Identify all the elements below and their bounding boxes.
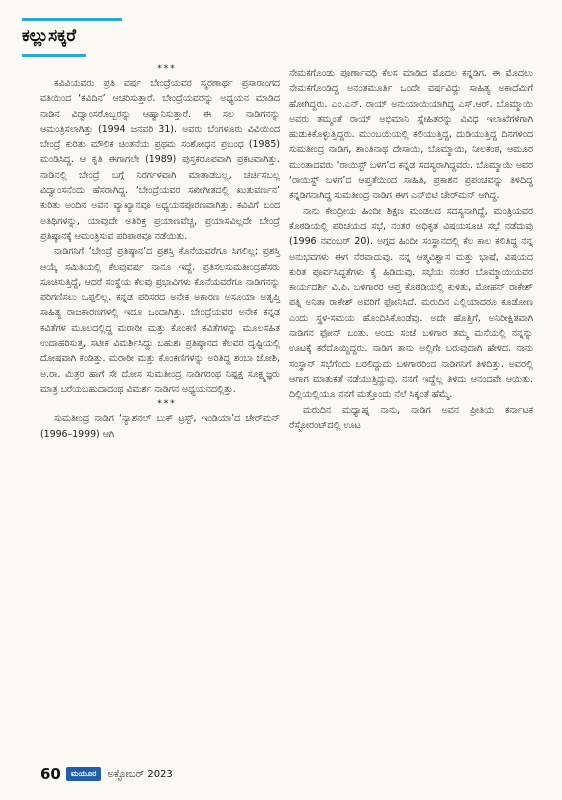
section-break-bottom: ***	[157, 399, 177, 410]
paragraph: ಸುಮತೀಂದ್ರ ನಾಡಿಗ ‘ನ್ಯಾಶನಲ್ ಬುಕ್ ಟ್ರಸ್ಟ್, ಇಂಡಿಯಾ’ದ ಚೇರ್‌ಮನ್ (1996–1999) ಆಗಿ	[40, 413, 280, 440]
paragraph: ಕವಿವಿಯವರು ಪ್ರತಿ ವರ್ಷ ಬೇಂದ್ರೆಯವರ ಸ್ಮರಣಾರ್ಥ ಪ್ರಸಾರಾಂಗದ ವತಿಯಿಂದ ‘ಕವಿದಿನ’ ಆಚರಿಸುತ್ತಾರೆ. ಬೇಂದ್ರೆಯವರನ್ನು ಅಧ್ಯಯನ ಮಾಡಿದ ನಾಡಿನ ವಿದ್ವಾಂಸರೊಬ್ಬರನ್ನು ಆಹ್ವಾನಿಸುತ್ತಾರೆ. ಈ ಸಲ ನಾಡಿಗನನ್ನು ಆಮಂತ್ರಿಸಲಾಗಿತ್ತು (1994 ಜನವರಿ 31). ಅವರು ಬೆಂಗಳೂರು ವಿವಿಯಿಂದ ಬೇಂದ್ರೆ ಕುರಿತು ಮೌಲಿಕ ಚಿಂತನೆಯ ಪ್ರಥಮ ಸಂಶೋಧನ ಪ್ರಬಂಧ (1985) ಮಂಡಿಸಿದ್ದ. ಆ ಕೃತಿ ಈಗಾಗಲೇ (1989) ಪುಸ್ತಕರೂಪವಾಗಿ ಪ್ರಕಟವಾಗಿತ್ತು. ನಾಡಿನಲ್ಲಿ ಬೇಂದ್ರೆ ಬಗ್ಗೆ ನಿರರ್ಗಳವಾಗಿ ಮಾತಾಡಬಲ್ಲ, ಚರ್ಚಿಸಬಲ್ಲ ವಿದ್ವಾಂಸನೆಂದು ಹೆಸರಾಗಿದ್ದ. ‘ಬೇಂದ್ರೆಯವರ ಸಖೀಗೀತದಲ್ಲಿ ಖುತುವರ್ಣನ’ ಕುರಿತು ಅಂದಿನ ಅವನ ವ್ಯಾಖ್ಯಾನವೂ ಅಧ್ಯಯನಪೂರಣವಾಗಿತ್ತು. ಕವಿವಿಗೆ ಬಂದ ಅತಿಥಿಗಳನ್ನು, ಯಾವುದೇ ಅತಿರಿಕ್ತ ಪ್ರಯಾಣವೆಚ್ಚ, ಪ್ರಯಾಸವಿಲ್ಲದೇ ಬೇಂದ್ರೆ ಪ್ರತಿಷ್ಠಾನಕ್ಕೆ ಆಮಂತ್ರಿಸುವ ಪರಿಪಾಠವೂ ನಡೆಯಿತು.	[40, 78, 280, 242]
section-title: ಕಲ್ಲುಸಕ್ಕರೆ	[22, 26, 77, 46]
page-footer	[40, 762, 173, 786]
section-header	[22, 14, 182, 58]
paragraph: ಮರುದಿನ ಮಧ್ಯಾಹ್ನ ನಾನು, ನಾಡಿಗ ಅವನ ಪ್ರೀತಿಯ ಕರ್ನಾಟಕ ರೆಸ್ಟೋರಂಟ್‌ದಲ್ಲಿ ಊಟ	[289, 404, 533, 431]
left-column	[40, 62, 280, 442]
paragraph: ನೇಮಕಗೊಂಡು ಪೂರ್ಣಾವಧಿ ಕೆಲಸ ಮಾಡಿದ ಮೊದಲ ಕನ್ನಡಿಗ. ಈ ಮೊದಲು ನೇಮಕಗೊಂಡಿದ್ದ ಅನಂತಮೂರ್ತಿ ಒಂದೇ ವರ್ಷವಿದ್ದು ಸಾಹಿತ್ಯ ಅಕಾದೆಮಿಗೆ ಹೋಗಿದ್ದರು. ಎಂ.ಎನ್. ರಾಯ್ ಅನುಯಾಯಿಯಾಗಿದ್ದ ಎಸ್.ಆರ್. ಬೊಮ್ಮಾಯಿ ಅವರು ತಮ್ಮಂತೆ ರಾಯ್ ಅಭಿಮಾನಿ ಸ್ನೇಹಿತರನ್ನು ವಿವಿಧ ಇಲಾಖೆಗಳಿಗಾಗಿ ಹುಡುಕಿಕೊಳ್ಳುತ್ತಿದ್ದರು. ಮುಂಬಯಿಯಲ್ಲಿ ಕಲಿಯುತ್ತಿದ್ದ, ದುಡಿಯುತ್ತಿದ್ದ ದಿನಗಳಿಂದ ಸುಮತೀಂದ್ರ ನಾಡಿಗ, ಶಾಂತಿನಾಥ ದೇಸಾಯಿ, ಬೊಮ್ಮಾಯಿ, ನೀಲಕಂಠ, ಆಮೂರ ಮುಂತಾದವರು ‘ರಾಯಿಸ್ಟ್ ಬಳಗ’ದ ಕನ್ನಡ ಸದಸ್ಯರಾಗಿದ್ದವರು. ಬೊಮ್ಮಾಯಿ ಅವರ ‘ರಾಯಿಸ್ಟ್ ಬಳಗ’ದ ಆಪ್ತತೆಯಿಂದ ಸಾಹಿತಿ, ಪ್ರಕಾಶನ ಪ್ರಪಂಚವನ್ನು ತಿಳಿದಿದ್ದ ಕನ್ನಡಿಗನಾಗಿದ್ದ ಸುಮತೀಂದ್ರ ನಾಡಿಗ ಈಗ ಎನ್‌ಬಿಟಿ ಚೇರ್‌ಮನ್ ಆಗಿದ್ದ.	[289, 68, 533, 202]
section-break-top: ***	[157, 64, 177, 74]
header-rule-bottom	[22, 54, 86, 57]
page-number: 60	[40, 765, 61, 783]
right-column	[289, 66, 533, 433]
paragraph: ನಾನು ಕೇಂದ್ರೀಯ ಹಿಂದೀ ಶಿಕ್ಷಣ ಮಂಡಲದ ಸದಸ್ಯನಾಗಿದ್ದೆ, ಮಂತ್ರಿಯವರ ಕೊಠಡಿಯಲ್ಲಿ ಪರಿಚಯದ ಸಭೆ, ನಂತರ ಅಧಿಕೃತ ವಿಷಯಸೂಚಿ ಸಭೆ ನಡೆದುವು (1996 ನವಂಬರ್ 20). ಅಗ್ಗದ ಹಿಂದೀ ಸಂಸ್ಥಾನದಲ್ಲಿ ಕೆಲ ಕಾಲ ಕಲಿತಿದ್ದ ನನ್ನ ಅನುಭವಗಳು ಈಗ ನೆರವಾದುವು. ನನ್ನ ಆತ್ಮವಿಶ್ವಾಸ ಮತ್ತು ಭಾಷೆ, ವಿಷಯದ ಕುರಿತ ಪೂರ್ವಸಿದ್ಧತೆಗಳು ಕೈ ಹಿಡಿದುವು. ಸಭೆಯ ನಂತರ ಬೊಮ್ಮಾಯಿಯವರ ಕಾರ್ಯದರ್ಶಿ ವಿ.ಪಿ. ಬಳಿಗಾರರ ಆಪ್ತ ಕೊಠಡಿಯಲ್ಲಿ ಕುಳಿತು, ಮೋಹನ್ ರಾಕೇಶ್ ಪತ್ನಿ ಅನಿತಾ ರಾಕೇಶ್ ಅವರಿಗೆ ಫೋನಿಸಿದೆ. ಮರುದಿನ ಎಲ್ಲಿಯಾದರೂ ಕೂಡೋಣ ಎಂದು ಸ್ಥಳ-ಸಮಯ ಹೊಂದಿಸಿಕೊಂಡೆವು. ಅದೇ ಹೊತ್ತಿಗೆ, ಅನಿರೀಕ್ಷಿತವಾಗಿ ನಾಡಿಗನ ಫೋನ್ ಬಂತು. ಅಂದು ಸಂಜೆ ಬಳಿಗಾರ ತಮ್ಮ ಮನೆಯಲ್ಲಿ ನನ್ನನ್ನು ಊಟಕ್ಕೆ ಕರೆದೊಯ್ದಿದ್ದರು. ನಾಡಿಗ ತಾನು ಅಲ್ಲಿಗೇ ಬರುವುದಾಗಿ ಹೇಳಿದ. ನಾನು ಸಂಸ್ಥಾನ್ ಸಭೆಗೆಂದು ಬರಲಿದ್ದುದು ಬಳಿಗಾರರಿಂದ ನಾಡಿಗನಿಗೆ ತಿಳಿದಿತ್ತು. ಅವರಲ್ಲಿ ಆಗಾಗ ಮಾತುಕತೆ ನಡೆಯುತ್ತಿದ್ದುವು. ನನಗೆ ಇದ್ದೆಲ್ಲ ತಿಳಿದು ಆನಂದವೇ ಆಯಿತು. ದಿಲ್ಲಿಯಲ್ಲಿಯೂ ನನಗೆ ಮತ್ತೊಂದು ನೆಲೆ ಸಿಕ್ಕಂತೆ ಹೆಮ್ಮೆ.	[289, 205, 533, 401]
magazine-logo: ಮಯೂರ	[66, 767, 102, 781]
paragraph: ನಾಡಿಗನಿಗೆ ‘ಬೇಂದ್ರೆ ಪ್ರತಿಷ್ಠಾನ’ದ ಪ್ರಶಸ್ತಿ ಕೊನೆಯವರೆಗೂ ಸಿಗಲಿಲ್ಲ; ಪ್ರಶಸ್ತಿ ಆಯ್ಕೆ ಸಮಿತಿಯಲ್ಲಿ ಕೆಲವುವರ್ಷ ನಾನೂ ಇದ್ದೆ. ಪ್ರತಿಸಲಸುಮತೀಂದ್ರಹೆಸರು ಸೂಚಿಸುತ್ತಿದ್ದೆ, ಆದರೆ ಸಂಸ್ಥೆಯ ಕೆಲವು ಪ್ರಭಾವಿಗಳು ಕೊನೆಯವರೆಗೂ ನಾಡಿಗನನ್ನು ಪರಿಗಣಿಸಲು ಒಪ್ಪಲಿಲ್ಲ. ಕನ್ನಡ ಪರಿಸರದ ಅನೇಕ ಅಕಾರಣ ಅಸೂಯಾ ಅತೃಪ್ತಿ ಸಾಹಿತ್ಯ ರಾಜಕಾರಣಗಳಲ್ಲಿ ಇದೂ ಒಂದಾಗಿತ್ತು. ಬೇಂದ್ರೆಯವರ ಅನೇಕ ಕನ್ನಡ ಕವಿತೆಗಳ ಮೂಲದಲ್ಲಿದ್ದ ಮರಾಠೀ ಮತ್ತು ಕೊಂಕಣಿ ಕವಿತೆಗಳನ್ನು ಮೂಲಸಹಿತ ಉದಾಹರಿಸುತ್ತ, ಸಟೀಕ ವಿಮರ್ಶಿಸಿದ್ದು ಬಹುಶಃ ಪ್ರತಿಷ್ಠಾನದ ಕೆಲವರ ದೃಷ್ಟಿಯಲ್ಲಿ ದೋಷವಾಗಿ ಕಂಡಿತ್ತು. ಮರಾಠೀ ಮತ್ತು ಕೊಂಕಣಿಗಳನ್ನು ಅರಿತಿದ್ದ ಶಂಬಾ ಜೋಶಿ, ಅ.ರಾ. ಮಿತ್ರರ ಹಾಗೆ ಸೇ ದೋಸ ಸುಮತೀಂದ್ರ ನಾಡಿಗರಂಥ ನಿಷ್ಪಕ್ಷ ಸೂಕ್ಷ್ಮಜ್ಞರು ಮಾತ್ರ ಬರೆಯಬಹುದಾದಂಥ ವಿಮರ್ಶ ನಾಡಿಗನ ಅಧ್ಯಯನದಲ್ಲಿತ್ತು.	[40, 246, 280, 395]
issue-date: ಅಕ್ಟೋಬರ್ 2023	[107, 768, 173, 780]
header-rule-top	[22, 18, 122, 21]
